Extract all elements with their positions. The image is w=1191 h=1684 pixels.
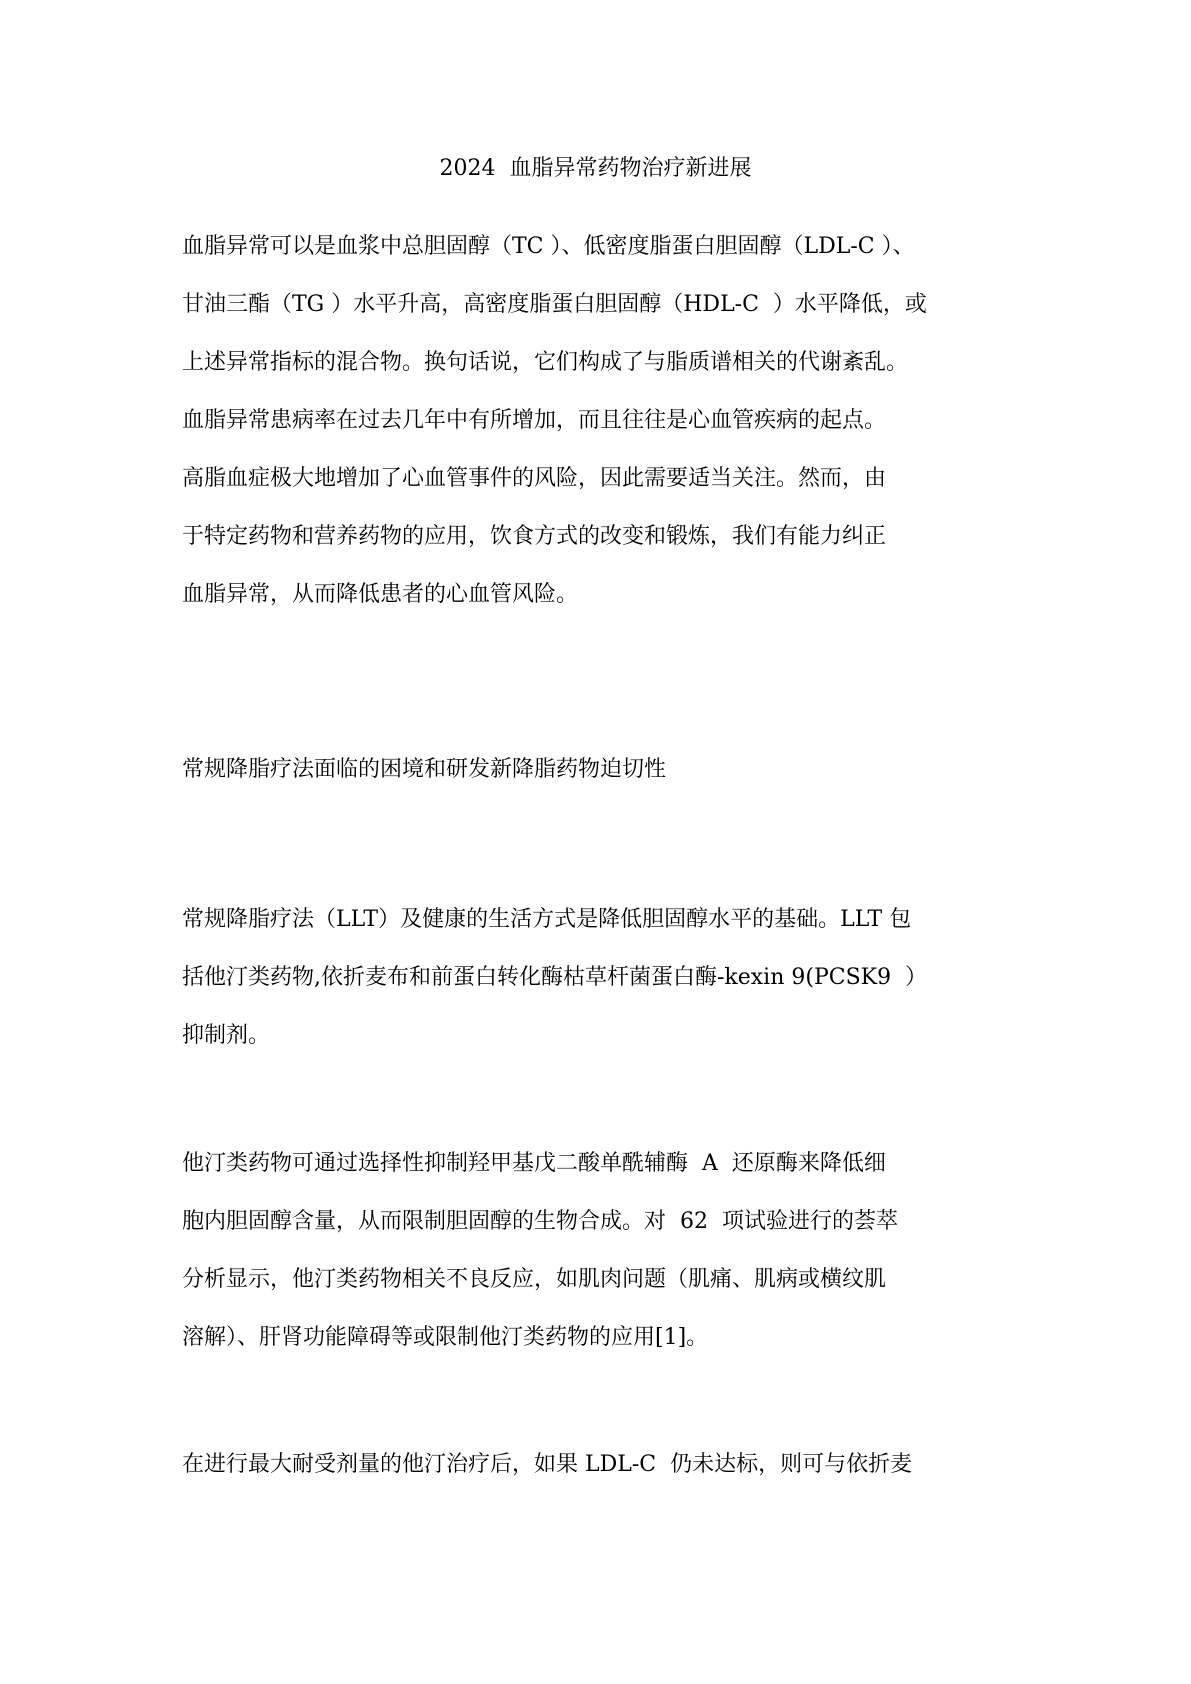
text-line: 分析显示，他汀类药物相关不良反应，如肌肉问题（肌痛、肌病或横纹肌 [182,1267,887,1292]
paragraph-statins [182,1135,1022,1367]
text-line: 高脂血症极大地增加了心血管事件的风险，因此需要适当关注。然而，由 [182,466,887,491]
paragraph-intro [182,218,1022,624]
text-line: 括他汀类药物,依折麦布和前蛋白转化酶枯草杆菌蛋白酶-kexin 9(PCSK9 ） [182,965,928,990]
text-line: 他汀类药物可通过选择性抑制羟甲基戊二酸单酰辅酶 A 还原酶来降低细 [182,1151,886,1176]
text-line: 在进行最大耐受剂量的他汀治疗后，如果 LDL-C 仍未达标，则可与依折麦 [182,1452,913,1477]
text-line: 于特定药物和营养药物的应用，饮食方式的改变和锻炼，我们有能力纠正 [182,524,887,549]
text-line: 胞内胆固醇含量，从而限制胆固醇的生物合成。对 62 项试验进行的荟萃 [182,1209,898,1234]
text-line: 抑制剂。 [182,1023,271,1048]
text-line: 血脂异常，从而降低患者的心血管风险。 [182,582,579,607]
text-line: 常规降脂疗法（LLT）及健康的生活方式是降低胆固醇水平的基础。LLT 包 [182,907,912,932]
text-line: 溶解）、肝肾功能障碍等或限制他汀类药物的应用[1]。 [182,1325,709,1350]
document-title: 2024 血脂异常药物治疗新进展 [439,156,752,181]
text-line: 上述异常指标的混合物。换句话说，它们构成了与脂质谱相关的代谢紊乱。 [182,350,909,375]
paragraph-llt [182,891,1022,1065]
paragraph-max-dose [182,1436,1022,1494]
section-heading [182,755,1022,785]
heading-line: 常规降脂疗法面临的困境和研发新降脂药物迫切性 [182,757,667,782]
text-line: 血脂异常可以是血浆中总胆固醇（TC ）、低密度脂蛋白胆固醇（LDL-C ）、 [182,234,915,259]
text-line: 甘油三酯（TG ）水平升高，高密度脂蛋白胆固醇（HDL-C ）水平降低，或 [182,292,927,317]
text-line: 血脂异常患病率在过去几年中有所增加，而且往往是心血管疾病的起点。 [182,408,887,433]
